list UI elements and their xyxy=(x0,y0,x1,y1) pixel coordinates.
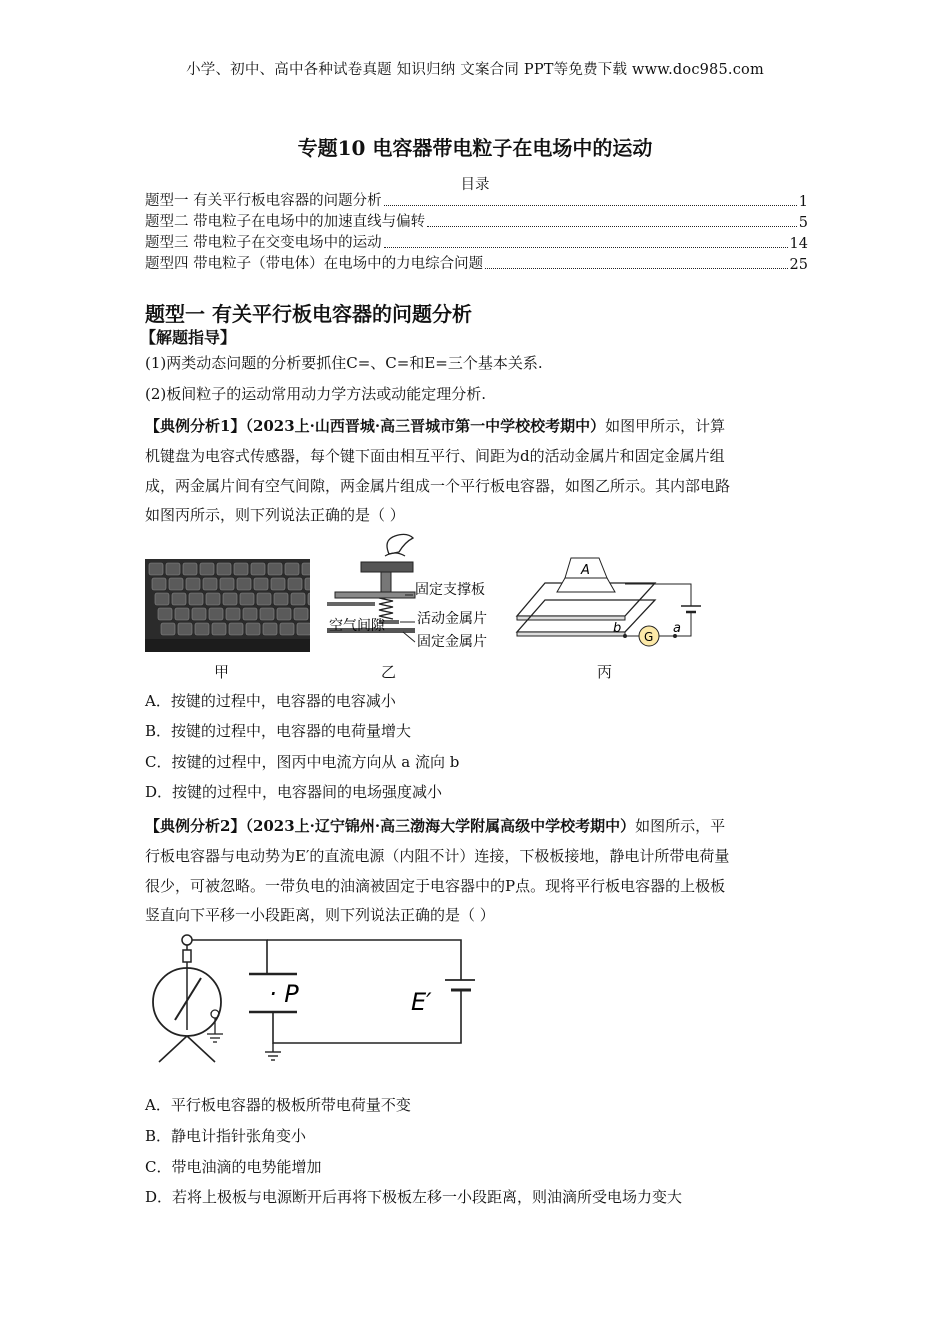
label-node-b: b xyxy=(613,621,622,636)
keyboard-key xyxy=(302,563,310,575)
keyboard-key xyxy=(234,563,248,575)
example1-option-b[interactable]: B．按键的过程中，电容器的电荷量增大 xyxy=(145,722,412,740)
keyboard-key xyxy=(294,608,308,620)
example2-line1: 【典例分析2】（2023上·辽宁锦州·高三渤海大学附属高级中学校考期中）如图所示，平 xyxy=(145,817,726,835)
keyboard-key xyxy=(183,563,197,575)
example2-option-d[interactable]: D．若将上极板与电源断开后再将下极板左移一小段距离，则油滴所受电场力变大 xyxy=(145,1188,683,1206)
keyboard-key xyxy=(308,593,310,605)
example1-line3: 成，两金属片间有空气间隙，两金属片组成一个平行板电容器，如图乙所示。其内部电路 xyxy=(145,477,731,495)
keyboard-key xyxy=(288,578,302,590)
label-support-plate: 固定支撑板 xyxy=(415,582,485,598)
keyboard-key xyxy=(217,563,231,575)
keyboard-key xyxy=(297,623,310,635)
section-heading: 题型一 有关平行板电容器的问题分析 xyxy=(145,302,472,326)
example2-line4: 竖直向下平移一小段距离，则下列说法正确的是（ ） xyxy=(145,906,495,924)
keyboard-key xyxy=(209,608,223,620)
guide-line-2: (2)板间粒子的运动常用动力学方法或动能定理分析. xyxy=(145,385,487,403)
page-title: 专题10 电容器带电粒子在电场中的运动 xyxy=(297,136,653,160)
keyboard-key xyxy=(189,593,203,605)
label-air-gap: 空气间隙 xyxy=(329,618,385,634)
keyboard-key xyxy=(237,578,251,590)
keyboard-key xyxy=(220,578,234,590)
toc-heading: 目录 xyxy=(460,177,490,193)
keyboard-key xyxy=(271,578,285,590)
label-emf: E′ xyxy=(411,988,432,1016)
keyboard-key xyxy=(291,593,305,605)
example1-line2: 机键盘为电容式传感器，每个键下面由相互平行、间距为d的活动金属片和固定金属片组 xyxy=(145,447,725,465)
keyboard-key xyxy=(223,593,237,605)
keyboard-key xyxy=(243,608,257,620)
keyboard-key xyxy=(149,563,163,575)
label-fixed-plate: 固定金属片 xyxy=(417,634,487,650)
label-galvanometer: G xyxy=(644,630,654,644)
keyboard-key xyxy=(277,608,291,620)
example1-line4: 如图丙所示，则下列说法正确的是（ ） xyxy=(145,506,405,524)
keyboard-key xyxy=(229,623,243,635)
example2-option-b[interactable]: B．静电计指针张角变小 xyxy=(145,1127,307,1145)
keyboard-key xyxy=(254,578,268,590)
keyboard-photo xyxy=(145,559,310,652)
keyboard-key xyxy=(274,593,288,605)
toc-item[interactable]: 题型二 带电粒子在电场中的加速直线与偏转 5 xyxy=(145,214,808,231)
keyboard-key xyxy=(246,623,260,635)
keyboard-key xyxy=(263,623,277,635)
keyboard-key xyxy=(195,623,209,635)
keyboard-key xyxy=(257,593,271,605)
example1-tag: 【典例分析1】（2023上·山西晋城·高三晋城市第一中学校校考期中） xyxy=(145,417,606,435)
keyboard-key xyxy=(192,608,206,620)
key-structure-diagram xyxy=(325,532,515,652)
guide-line-1: (1)两类动态问题的分析要抓住C=、C=和E=三个基本关系. xyxy=(145,354,543,372)
keyboard-key xyxy=(212,623,226,635)
keyboard-key xyxy=(158,608,172,620)
keyboard-key xyxy=(280,623,294,635)
toc-item[interactable]: 题型三 带电粒子在交变电场中的运动 14 xyxy=(145,235,808,252)
label-point-p: · P xyxy=(269,980,299,1008)
caption-bing: 丙 xyxy=(597,663,613,681)
label-key-a: A xyxy=(581,563,590,578)
example2-option-c[interactable]: C．带电油滴的电势能增加 xyxy=(145,1158,322,1176)
keyboard-key xyxy=(251,563,265,575)
caption-jia: 甲 xyxy=(214,663,230,681)
keyboard-key xyxy=(186,578,200,590)
keyboard-key xyxy=(206,593,220,605)
keyboard-key xyxy=(200,563,214,575)
keyboard-key xyxy=(175,608,189,620)
keyboard-key xyxy=(260,608,274,620)
keyboard-key xyxy=(285,563,299,575)
label-node-a: a xyxy=(673,621,681,636)
example1-option-d[interactable]: D．按键的过程中，电容器间的电场强度减小 xyxy=(145,783,443,801)
capacitor-circuit-diagram xyxy=(515,548,715,658)
keyboard-key xyxy=(161,623,175,635)
example2-option-a[interactable]: A．平行板电容器的极板所带电荷量不变 xyxy=(145,1096,411,1114)
guide-heading: 【解题指导】 xyxy=(140,328,237,347)
page-header: 小学、初中、高中各种试卷真题 知识归纳 文案合同 PPT等免费下载 www.doc985.com xyxy=(186,62,764,78)
toc-item[interactable]: 题型一 有关平行板电容器的问题分析 1 xyxy=(145,193,808,210)
keyboard-key xyxy=(226,608,240,620)
keyboard-key xyxy=(240,593,254,605)
keyboard-key xyxy=(305,578,310,590)
example1-line1: 【典例分析1】（2023上·山西晋城·高三晋城市第一中学校校考期中）如图甲所示，计算 xyxy=(145,417,726,435)
electroscope-circuit-diagram xyxy=(145,930,475,1080)
keyboard-key xyxy=(268,563,282,575)
keyboard-key xyxy=(169,578,183,590)
example1-option-a[interactable]: A．按键的过程中，电容器的电容减小 xyxy=(145,692,396,710)
keyboard-key xyxy=(166,563,180,575)
keyboard-key xyxy=(155,593,169,605)
keyboard-key xyxy=(203,578,217,590)
example2-line3: 很少，可被忽略。一带负电的油滴被固定于电容器中的P点。现将平行板电容器的上极板 xyxy=(145,877,726,895)
example1-option-c[interactable]: C．按键的过程中，图丙中电流方向从 a 流向 b xyxy=(145,753,460,771)
label-moving-plate: 活动金属片 xyxy=(417,611,487,627)
example2-line2: 行板电容器与电动势为E′的直流电源（内阻不计）连接，下极板接地，静电计所带电荷量 xyxy=(145,847,730,865)
keyboard-key xyxy=(172,593,186,605)
keyboard-key xyxy=(178,623,192,635)
caption-yi: 乙 xyxy=(381,663,397,681)
keyboard-key xyxy=(152,578,166,590)
toc-item[interactable]: 题型四 带电粒子（带电体）在电场中的力电综合问题 25 xyxy=(145,256,808,273)
example2-tag: 【典例分析2】（2023上·辽宁锦州·高三渤海大学附属高级中学校考期中） xyxy=(145,817,636,835)
